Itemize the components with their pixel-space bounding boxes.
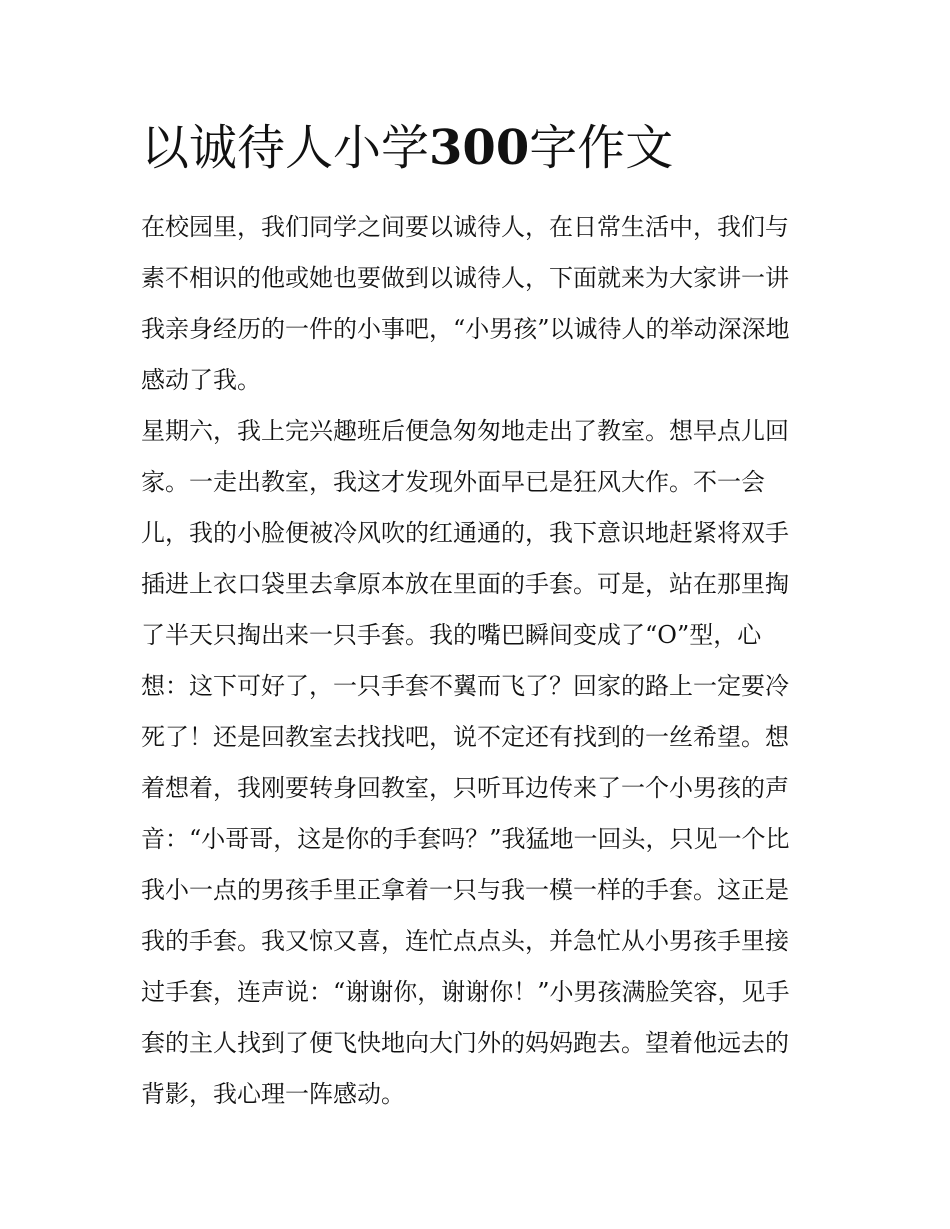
paragraph-line: 感动了我。: [141, 366, 261, 394]
paragraph-line: 我的手套。我又惊又喜，连忙点点头，并急忙从小男孩手里接: [141, 927, 789, 955]
paragraph-line: 在校园里，我们同学之间要以诚待人，在日常生活中，我们与: [141, 213, 789, 241]
document-body: [141, 202, 813, 1120]
document-content: [141, 120, 813, 1120]
paragraph-2: [141, 406, 813, 1120]
paragraph-line: 想：这下可好了，一只手套不翼而飞了？回家的路上一定要冷: [141, 672, 789, 700]
paragraph-line: 音：“小哥哥，这是你的手套吗？”我猛地一回头，只见一个比: [141, 825, 790, 853]
paragraph-line: 套的主人找到了便飞快地向大门外的妈妈跑去。望着他远去的: [141, 1029, 789, 1057]
document-title: [141, 120, 813, 176]
paragraph-line: 家。一走出教室，我这才发现外面早已是狂风大作。不一会: [141, 468, 765, 496]
paragraph-line: 死了！还是回教室去找找吧，说不定还有找到的一丝希望。想: [141, 723, 789, 751]
paragraph-line: 了半天只掏出来一只手套。我的嘴巴瞬间变成了“O”型，心: [141, 621, 762, 649]
paragraph-line: 过手套，连声说：“谢谢你，谢谢你！”小男孩满脸笑容，见手: [141, 978, 790, 1006]
paragraph-line: 着想着，我刚要转身回教室，只听耳边传来了一个小男孩的声: [141, 774, 789, 802]
paragraph-line: 儿，我的小脸便被冷风吹的红通通的，我下意识地赶紧将双手: [141, 519, 789, 547]
title-prefix: 以诚待人小学: [141, 120, 430, 176]
paragraph-line: 背影，我心理一阵感动。: [141, 1080, 405, 1108]
title-number: 300: [429, 120, 530, 176]
paragraph-line: 素不相识的他或她也要做到以诚待人，下面就来为大家讲一讲: [141, 264, 789, 292]
paragraph-line: 星期六，我上完兴趣班后便急匆匆地走出了教室。想早点儿回: [141, 417, 789, 445]
paragraph-line: 我小一点的男孩手里正拿着一只与我一模一样的手套。这正是: [141, 876, 789, 904]
title-suffix: 字作文: [529, 120, 674, 176]
paragraph-line: 插进上衣口袋里去拿原本放在里面的手套。可是，站在那里掏: [141, 570, 789, 598]
paragraph-1: [141, 202, 813, 406]
paragraph-line: 我亲身经历的一件的小事吧，“小男孩”以诚待人的举动深深地: [141, 315, 790, 343]
